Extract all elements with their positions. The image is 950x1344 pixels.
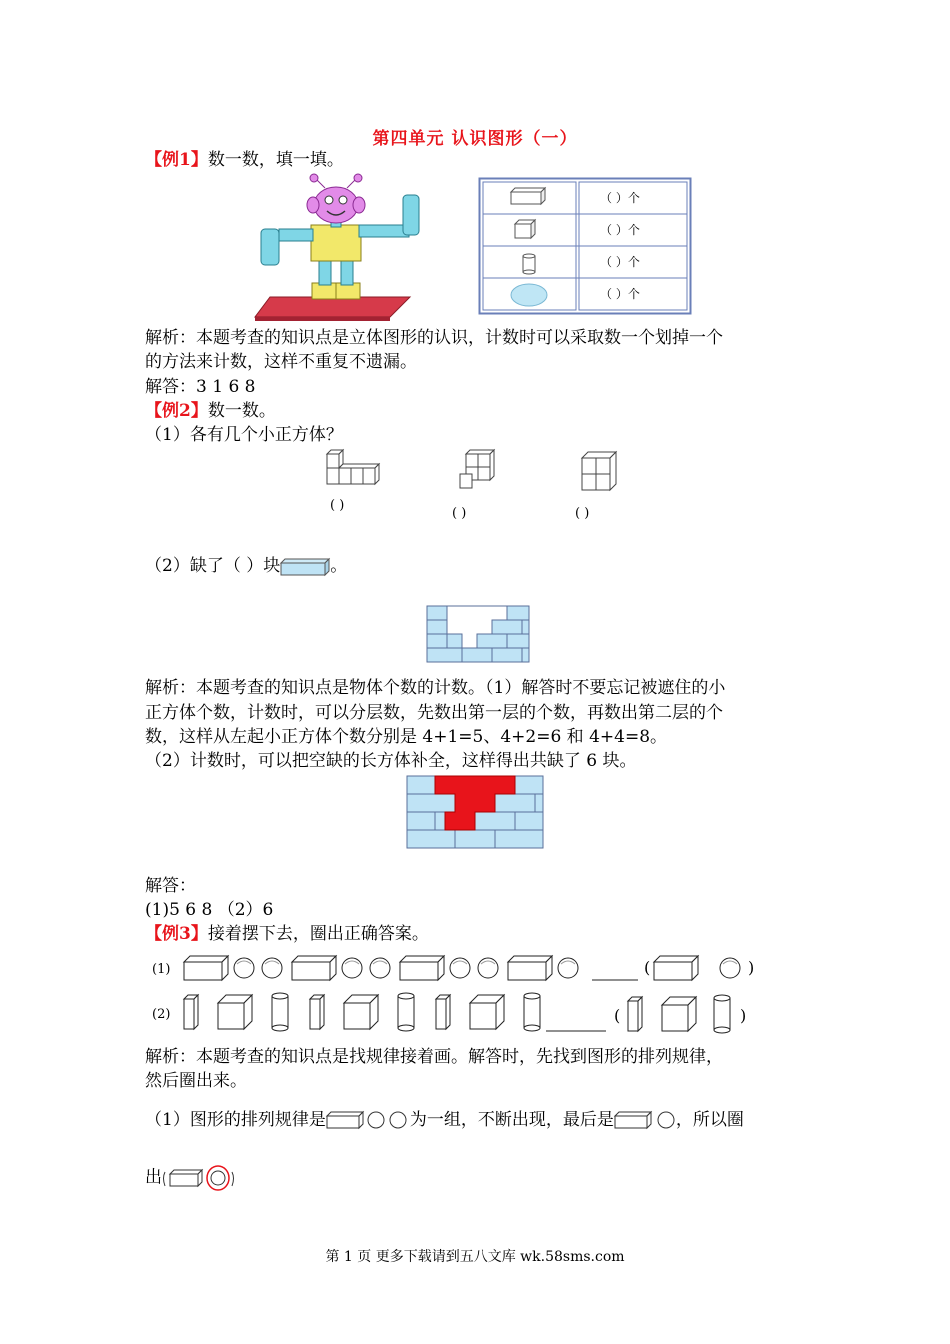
brick-wall-filled	[405, 772, 545, 850]
example-1-analysis: 解析：本题考查的知识点是立体图形的认识，计数时可以采取数一个划掉一个	[145, 328, 723, 348]
brick-icon	[280, 558, 330, 576]
row-1-paren-close: )	[748, 958, 755, 977]
table-cell-count: （ ）个	[600, 191, 640, 205]
cube-group-1	[325, 448, 387, 492]
example-3-analysis: 然后圈出来。	[145, 1071, 247, 1091]
example-2-analysis: 正方体个数，计数时，可以分层数，先数出第一层的个数，再数出第二层的个	[145, 703, 723, 723]
example-2-analysis: 解析：本题考查的知识点是物体个数的计数。（1）解答时不要忘记被遮住的小	[145, 678, 726, 698]
robot-illustration	[255, 175, 420, 320]
explanation-text: 为一组，不断出现，最后是	[409, 1110, 614, 1130]
example-1-answer: 解答：3 1 6 8	[145, 377, 256, 397]
example-3-heading	[145, 922, 429, 946]
row-2-paren-open: (	[614, 1006, 621, 1025]
cube-group-3	[580, 448, 620, 494]
example-1-tag: 【例1】	[145, 150, 208, 170]
explanation-text: （1）图形的排列规律是	[145, 1110, 326, 1130]
example-1-heading	[145, 148, 344, 172]
example-1-analysis: 的方法来计数，这样不重复不遗漏。	[145, 352, 417, 372]
table-cell-count: （ ）个	[600, 223, 640, 237]
page-footer: 第 1 页 更多下载请到五八文库 wk.58sms.com	[325, 1249, 625, 1265]
table-cell-count: （ ）个	[600, 287, 640, 301]
example-3-prompt: 接着摆下去，圈出正确答案。	[207, 924, 429, 944]
brick-wall-with-gaps	[425, 600, 535, 665]
row-2-paren-close: )	[740, 1006, 747, 1025]
question-2-text: （2）缺了（ ）块	[145, 556, 281, 576]
example-2-analysis: （2）计数时，可以把空缺的长方体补全，这样得出共缺了 6 块。	[145, 751, 637, 771]
example-3-explanation	[145, 1108, 744, 1132]
example-2-question-1: （1）各有几个小正方体？	[145, 425, 343, 445]
question-2-end: 。	[330, 556, 348, 576]
answer-blank: ( )	[452, 506, 467, 521]
example-3-tag: 【例3】	[145, 924, 208, 944]
answer-blank: ( )	[330, 498, 345, 513]
explanation-text: 出	[145, 1167, 162, 1188]
shape-count-table	[479, 178, 691, 314]
page-title: 第四单元 认识图形（一）	[372, 129, 578, 149]
row-2-label: (2)	[152, 1007, 171, 1022]
pattern-row-1	[180, 952, 760, 986]
example-2-answer-label: 解答：	[145, 876, 196, 896]
row-1-paren-open: (	[644, 958, 651, 977]
answer-blank: ( )	[575, 506, 590, 521]
example-2-heading	[145, 399, 276, 423]
example-2-prompt: 数一数。	[207, 401, 276, 421]
cube-group-2	[458, 448, 498, 494]
example-2-question-2	[145, 554, 347, 578]
pattern-row-2	[178, 985, 748, 1033]
table-cell-count: （ ）个	[600, 255, 640, 269]
row-1-label: (1)	[152, 962, 171, 977]
circled-answer-icon	[162, 1164, 236, 1192]
example-3-analysis: 解析：本题考查的知识点是找规律接着画。解答时，先找到图形的排列规律，	[145, 1047, 723, 1067]
example-2-answer: (1)5 6 8 （2）6	[145, 900, 274, 920]
explanation-text: ，所以圈	[675, 1110, 744, 1130]
example-2-tag: 【例2】	[145, 401, 208, 421]
pattern-group-icon	[326, 1110, 410, 1132]
pattern-last-icon	[614, 1110, 676, 1132]
example-1-prompt: 数一数，填一填。	[207, 150, 344, 170]
example-2-analysis: 数，这样从左起小正方体个数分别是 4+1=5、4+2=6 和 4+4=8。	[145, 727, 668, 747]
example-3-conclusion	[145, 1164, 236, 1192]
